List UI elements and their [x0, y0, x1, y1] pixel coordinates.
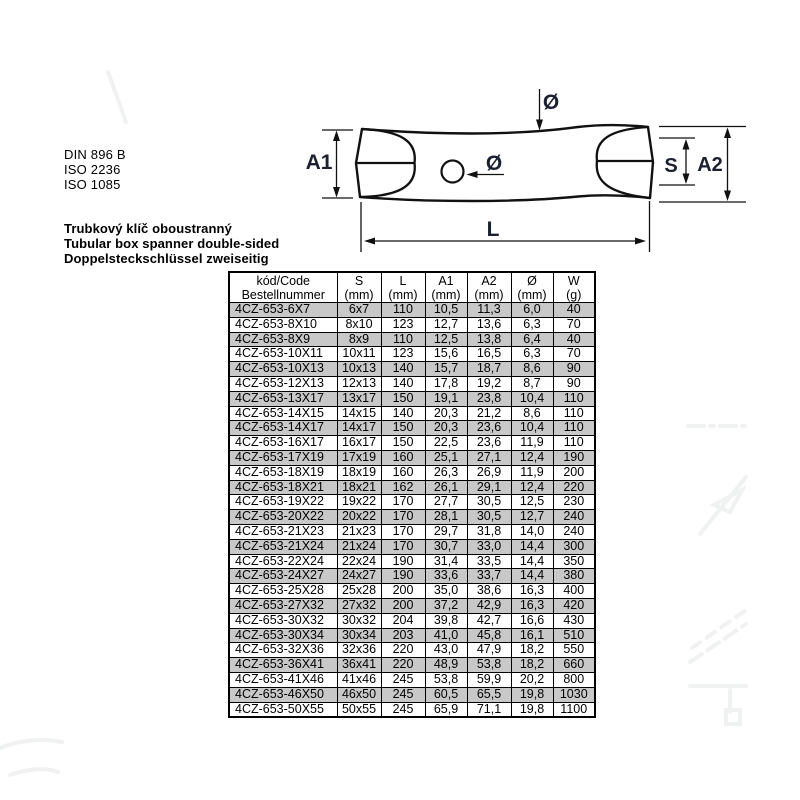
cell-value: 41,0	[425, 628, 467, 643]
dim-label-s: S	[664, 155, 678, 177]
cell-value: 18x19	[337, 465, 381, 480]
cell-value: 10x11	[337, 347, 381, 362]
table-row	[229, 362, 595, 377]
cell-value: 6,4	[511, 332, 553, 347]
product-title-german: Doppelsteckschlüssel zweiseitig	[64, 251, 269, 266]
cell-value: 23,6	[467, 436, 511, 451]
cell-value: 15,6	[425, 347, 467, 362]
cell-order-code: 4CZ-653-14X15	[229, 406, 337, 421]
col-header-label: A1	[438, 273, 454, 288]
col-header-unit: (mm)	[431, 287, 461, 302]
cell-value: 170	[381, 495, 425, 510]
cell-value: 6,3	[511, 317, 553, 332]
cell-value: 70	[553, 317, 595, 332]
cell-value: 1100	[553, 702, 595, 717]
cell-order-code: 4CZ-653-8X9	[229, 332, 337, 347]
cell-value: 46x50	[337, 687, 381, 702]
cell-value: 36x41	[337, 658, 381, 673]
col-header-label: L	[399, 273, 407, 288]
cell-value: 12,7	[511, 510, 553, 525]
cell-value: 150	[381, 391, 425, 406]
cell-value: 12,4	[511, 480, 553, 495]
cell-value: 300	[553, 539, 595, 554]
cell-value: 203	[381, 628, 425, 643]
cell-value: 245	[381, 702, 425, 717]
cell-value: 24x27	[337, 569, 381, 584]
cell-value: 200	[381, 598, 425, 613]
table-row	[229, 391, 595, 406]
cell-order-code: 4CZ-653-21X24	[229, 539, 337, 554]
cell-value: 170	[381, 510, 425, 525]
cell-value: 110	[381, 332, 425, 347]
cell-value: 50x55	[337, 702, 381, 717]
table-row	[229, 436, 595, 451]
cell-order-code: 4CZ-653-24X27	[229, 569, 337, 584]
standards-block	[64, 147, 126, 192]
cell-value: 30x34	[337, 628, 381, 643]
cell-value: 32x36	[337, 643, 381, 658]
cell-value: 45,8	[467, 628, 511, 643]
cell-value: 20x22	[337, 510, 381, 525]
cell-value: 220	[381, 643, 425, 658]
cell-value: 245	[381, 672, 425, 687]
dimension-s	[659, 138, 695, 185]
spanner-body	[356, 125, 653, 201]
cell-value: 65,9	[425, 702, 467, 717]
cell-order-code: 4CZ-653-13X17	[229, 391, 337, 406]
col-header-unit: (mm)	[344, 287, 374, 302]
cell-value: 13x17	[337, 391, 381, 406]
cell-value: 8x9	[337, 332, 381, 347]
cell-value: 13,6	[467, 317, 511, 332]
product-title-czech: Trubkový klíč oboustranný	[64, 221, 232, 236]
cell-value: 28,1	[425, 510, 467, 525]
cell-value: 18,2	[511, 658, 553, 673]
table-row	[229, 658, 595, 673]
cell-value: 18,7	[467, 362, 511, 377]
cell-value: 42,9	[467, 598, 511, 613]
cell-value: 6,0	[511, 303, 553, 318]
cell-value: 30,5	[467, 495, 511, 510]
cell-value: 16,1	[511, 628, 553, 643]
cell-value: 25,1	[425, 450, 467, 465]
cell-value: 33,5	[467, 554, 511, 569]
col-header-label: Ø	[527, 273, 537, 288]
cell-value: 10,4	[511, 391, 553, 406]
product-title-english: Tubular box spanner double-sided	[64, 236, 280, 251]
table-row	[229, 554, 595, 569]
cell-order-code: 4CZ-653-10X13	[229, 362, 337, 377]
cell-order-code: 4CZ-653-17X19	[229, 450, 337, 465]
cell-value: 660	[553, 658, 595, 673]
cell-value: 12,5	[425, 332, 467, 347]
cell-value: 53,8	[425, 672, 467, 687]
col-header-0	[337, 272, 381, 303]
dim-label-diameter-hole: Ø	[485, 152, 503, 175]
cell-value: 21x24	[337, 539, 381, 554]
table-row	[229, 687, 595, 702]
col-header-2	[425, 272, 467, 303]
table-row	[229, 465, 595, 480]
cell-value: 18x21	[337, 480, 381, 495]
cell-value: 16x17	[337, 436, 381, 451]
cell-value: 22x24	[337, 554, 381, 569]
cell-value: 110	[553, 421, 595, 436]
cell-value: 190	[553, 450, 595, 465]
cell-value: 60,5	[425, 687, 467, 702]
cell-value: 39,8	[425, 613, 467, 628]
table-row	[229, 628, 595, 643]
cell-value: 123	[381, 347, 425, 362]
cell-value: 220	[553, 480, 595, 495]
cell-order-code: 4CZ-653-18X21	[229, 480, 337, 495]
cell-value: 160	[381, 450, 425, 465]
cell-value: 16,3	[511, 598, 553, 613]
cell-value: 12x13	[337, 376, 381, 391]
cell-value: 23,8	[467, 391, 511, 406]
cell-value: 12,7	[425, 317, 467, 332]
table-row	[229, 524, 595, 539]
cell-value: 20,2	[511, 672, 553, 687]
cell-value: 190	[381, 569, 425, 584]
cell-value: 550	[553, 643, 595, 658]
dimensions-table-body	[229, 303, 595, 718]
col-header-unit: (mm)	[388, 287, 418, 302]
cell-value: 35,0	[425, 584, 467, 599]
cell-order-code: 4CZ-653-30X32	[229, 613, 337, 628]
cell-value: 6,3	[511, 347, 553, 362]
cell-value: 26,1	[425, 480, 467, 495]
cell-value: 10x13	[337, 362, 381, 377]
cell-value: 110	[381, 303, 425, 318]
cell-value: 16,6	[511, 613, 553, 628]
cell-order-code: 4CZ-653-19X22	[229, 495, 337, 510]
cell-value: 220	[381, 658, 425, 673]
cell-value: 53,8	[467, 658, 511, 673]
cell-value: 29,1	[467, 480, 511, 495]
cell-value: 41x46	[337, 672, 381, 687]
cell-value: 70	[553, 347, 595, 362]
cell-value: 10,5	[425, 303, 467, 318]
cell-value: 30x32	[337, 613, 381, 628]
cell-value: 30,5	[467, 510, 511, 525]
col-header-1	[381, 272, 425, 303]
cell-value: 16,3	[511, 584, 553, 599]
cell-order-code: 4CZ-653-20X22	[229, 510, 337, 525]
dim-label-a1: A1	[305, 151, 333, 174]
table-row	[229, 539, 595, 554]
cell-value: 15,7	[425, 362, 467, 377]
table-header-row	[229, 272, 595, 303]
product-title-block	[64, 221, 279, 266]
cell-value: 150	[381, 421, 425, 436]
cell-value: 10,4	[511, 421, 553, 436]
cell-value: 14,4	[511, 539, 553, 554]
cell-value: 350	[553, 554, 595, 569]
cell-value: 14x17	[337, 421, 381, 436]
table-row	[229, 495, 595, 510]
cell-order-code: 4CZ-653-36X41	[229, 658, 337, 673]
cell-order-code: 4CZ-653-12X13	[229, 376, 337, 391]
col-header-code	[229, 272, 337, 303]
cell-value: 29,7	[425, 524, 467, 539]
cell-value: 420	[553, 598, 595, 613]
cell-value: 230	[553, 495, 595, 510]
cell-value: 170	[381, 539, 425, 554]
cell-value: 21x23	[337, 524, 381, 539]
cell-value: 380	[553, 569, 595, 584]
cell-value: 26,3	[425, 465, 467, 480]
col-header-code-line2: Bestellnummer	[241, 287, 325, 302]
cell-value: 40	[553, 332, 595, 347]
col-header-unit: (mm)	[517, 287, 547, 302]
cell-value: 27,1	[467, 450, 511, 465]
cell-order-code: 4CZ-653-16X17	[229, 436, 337, 451]
cell-value: 140	[381, 376, 425, 391]
cell-value: 430	[553, 613, 595, 628]
cell-value: 162	[381, 480, 425, 495]
table-row	[229, 672, 595, 687]
cell-value: 240	[553, 510, 595, 525]
cell-order-code: 4CZ-653-41X46	[229, 672, 337, 687]
cell-value: 170	[381, 524, 425, 539]
col-header-label: S	[354, 273, 364, 288]
cell-value: 140	[381, 362, 425, 377]
cell-order-code: 4CZ-653-21X23	[229, 524, 337, 539]
cell-value: 110	[553, 391, 595, 406]
cell-order-code: 4CZ-653-6X7	[229, 303, 337, 318]
cell-order-code: 4CZ-653-8X10	[229, 317, 337, 332]
cell-value: 200	[553, 465, 595, 480]
cell-value: 8,7	[511, 376, 553, 391]
table-row	[229, 450, 595, 465]
cell-value: 37,2	[425, 598, 467, 613]
col-header-5	[553, 272, 595, 303]
dim-label-a2: A2	[697, 154, 723, 176]
cell-value: 59,9	[467, 672, 511, 687]
cell-value: 8,6	[511, 406, 553, 421]
cell-value: 245	[381, 687, 425, 702]
cell-value: 14x15	[337, 406, 381, 421]
table-row	[229, 303, 595, 318]
cell-value: 16,5	[467, 347, 511, 362]
cell-value: 19,1	[425, 391, 467, 406]
cell-value: 31,4	[425, 554, 467, 569]
table-row	[229, 702, 595, 717]
dimension-a1	[306, 130, 353, 198]
cell-value: 19,8	[511, 687, 553, 702]
cell-value: 11,3	[467, 303, 511, 318]
cell-value: 47,9	[467, 643, 511, 658]
cell-order-code: 4CZ-653-14X17	[229, 421, 337, 436]
table-row	[229, 598, 595, 613]
cell-value: 33,7	[467, 569, 511, 584]
cell-order-code: 4CZ-653-32X36	[229, 643, 337, 658]
cell-order-code: 4CZ-653-25X28	[229, 584, 337, 599]
cell-value: 12,4	[511, 450, 553, 465]
standard-din-896: DIN 896 B	[64, 147, 126, 162]
cell-value: 19x22	[337, 495, 381, 510]
cell-value: 8,6	[511, 362, 553, 377]
table-row	[229, 584, 595, 599]
cell-value: 12,5	[511, 495, 553, 510]
cell-order-code: 4CZ-653-18X19	[229, 465, 337, 480]
cell-value: 1030	[553, 687, 595, 702]
table-row	[229, 613, 595, 628]
cell-value: 33,6	[425, 569, 467, 584]
standard-iso-2236: ISO 2236	[64, 162, 121, 177]
cell-value: 160	[381, 465, 425, 480]
cell-value: 25x28	[337, 584, 381, 599]
cell-order-code: 4CZ-653-10X11	[229, 347, 337, 362]
table-row	[229, 347, 595, 362]
cell-value: 42,7	[467, 613, 511, 628]
cell-value: 27,7	[425, 495, 467, 510]
cell-value: 20,3	[425, 406, 467, 421]
cell-order-code: 4CZ-653-46X50	[229, 687, 337, 702]
cell-order-code: 4CZ-653-27X32	[229, 598, 337, 613]
cell-order-code: 4CZ-653-22X24	[229, 554, 337, 569]
dim-label-diameter-top: Ø	[542, 91, 560, 114]
dimension-diameter-top	[536, 89, 559, 131]
cell-value: 30,7	[425, 539, 467, 554]
cell-value: 14,4	[511, 569, 553, 584]
cell-value: 150	[381, 436, 425, 451]
cell-value: 14,4	[511, 554, 553, 569]
col-header-3	[467, 272, 511, 303]
col-header-label: W	[567, 273, 580, 288]
table-row	[229, 376, 595, 391]
cell-value: 20,3	[425, 421, 467, 436]
cell-value: 11,9	[511, 436, 553, 451]
standard-iso-1085: ISO 1085	[64, 177, 121, 192]
tommy-bar-hole	[442, 161, 464, 183]
cell-value: 26,9	[467, 465, 511, 480]
cell-value: 21,2	[467, 406, 511, 421]
cell-value: 204	[381, 613, 425, 628]
cell-value: 71,1	[467, 702, 511, 717]
cell-value: 17x19	[337, 450, 381, 465]
table-row	[229, 643, 595, 658]
cell-value: 22,5	[425, 436, 467, 451]
cell-value: 400	[553, 584, 595, 599]
cell-value: 110	[553, 406, 595, 421]
cell-value: 27x32	[337, 598, 381, 613]
table-row	[229, 510, 595, 525]
col-header-label: A2	[481, 273, 497, 288]
cell-value: 90	[553, 376, 595, 391]
cell-value: 190	[381, 554, 425, 569]
cell-value: 510	[553, 628, 595, 643]
cell-value: 6x7	[337, 303, 381, 318]
table-row	[229, 421, 595, 436]
cell-value: 240	[553, 524, 595, 539]
cell-value: 90	[553, 362, 595, 377]
cell-value: 8x10	[337, 317, 381, 332]
cell-value: 200	[381, 584, 425, 599]
col-header-unit: (mm)	[474, 287, 504, 302]
cell-value: 123	[381, 317, 425, 332]
cell-value: 38,6	[467, 584, 511, 599]
cell-value: 13,8	[467, 332, 511, 347]
table-row	[229, 317, 595, 332]
cell-value: 17,8	[425, 376, 467, 391]
cell-value: 11,9	[511, 465, 553, 480]
dimension-l	[361, 201, 650, 252]
col-header-4	[511, 272, 553, 303]
dim-label-l: L	[486, 218, 500, 241]
col-header-unit: (g)	[566, 287, 582, 302]
table-row	[229, 332, 595, 347]
cell-value: 40	[553, 303, 595, 318]
cell-value: 110	[553, 436, 595, 451]
cell-value: 48,9	[425, 658, 467, 673]
dimensions-table	[228, 271, 596, 718]
table-row	[229, 480, 595, 495]
cell-value: 65,5	[467, 687, 511, 702]
col-header-code-line1: kód/Code	[256, 273, 310, 288]
table-row	[229, 406, 595, 421]
cell-order-code: 4CZ-653-30X34	[229, 628, 337, 643]
cell-value: 19,2	[467, 376, 511, 391]
table-row	[229, 569, 595, 584]
cell-value: 31,8	[467, 524, 511, 539]
cell-order-code: 4CZ-653-50X55	[229, 702, 337, 717]
cell-value: 800	[553, 672, 595, 687]
cell-value: 18,2	[511, 643, 553, 658]
cell-value: 33,0	[467, 539, 511, 554]
cell-value: 43,0	[425, 643, 467, 658]
cell-value: 140	[381, 406, 425, 421]
cell-value: 14,0	[511, 524, 553, 539]
cell-value: 19,8	[511, 702, 553, 717]
cell-value: 23,6	[467, 421, 511, 436]
